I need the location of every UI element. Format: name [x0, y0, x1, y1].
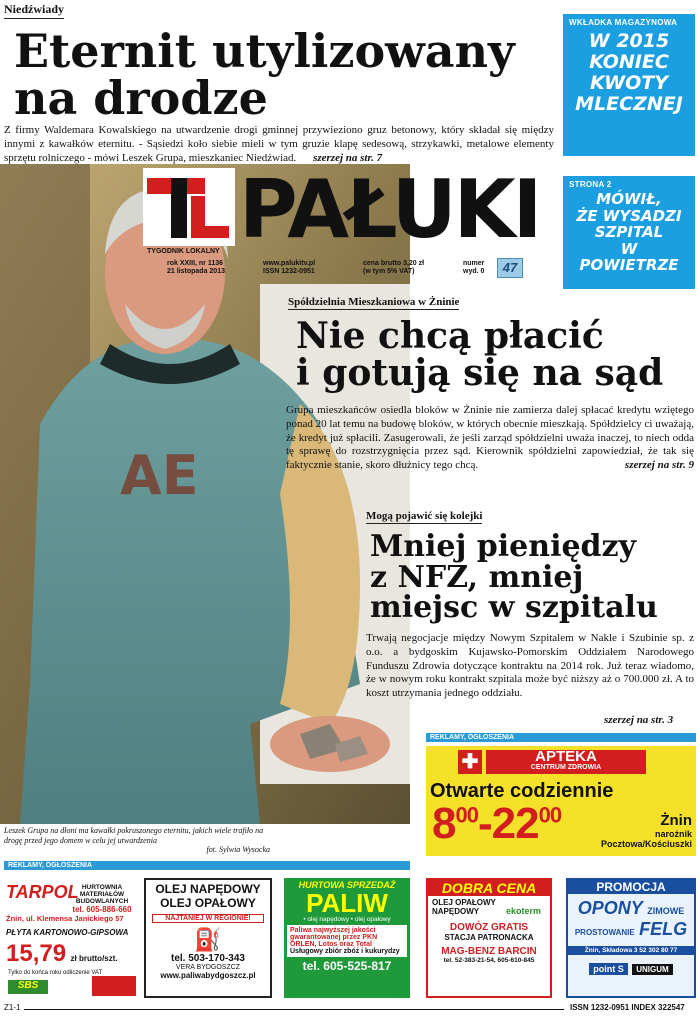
tarpol-desc — [66, 884, 138, 914]
price-info — [363, 260, 424, 276]
lead-text: Z firmy Waldemara Kowalskiego na utwardzenie drogi gminnej przywieziono gruz betonowy, który składał się między innymi z kawałków eternitu. - Sąsiedzi koło siebie mieli w tym gruzie klapę sedesową, strzykawki, metalowe elementy sprzętu rolniczego - mówi Leszek Grupa, mieszkaniec Niedźwiad. — [4, 124, 554, 164]
issue-badge — [497, 258, 523, 278]
issue-info — [167, 260, 225, 276]
ekoterm-logo: ekoterm — [506, 906, 542, 916]
promo-label: STRONA 2 — [569, 180, 612, 189]
tarpol-price-value: 15,79 — [6, 940, 67, 967]
olej-company: VERA BYDGOSZCZ — [175, 964, 241, 971]
promo-box-magazine[interactable] — [563, 14, 695, 156]
promo-line: KWOTY — [589, 71, 669, 94]
apteka-street: Pocztowa/Kościuszki — [600, 839, 692, 849]
tarpol-price-unit: zł brutto/szt. — [70, 954, 118, 963]
tarpol-brand: TARPOL — [6, 882, 79, 902]
dobra-title: DOBRA CENA — [428, 880, 550, 896]
paliwa-bullets — [287, 925, 407, 957]
tarpol-desc-line: BUDOWLANYCH — [75, 898, 129, 905]
paliwa-phone: tel. 605-525-817 — [302, 959, 392, 973]
dobra-cena-ad[interactable] — [426, 878, 552, 998]
promo-line: MLECZNEJ — [575, 92, 683, 115]
dobra-company: MAG-BENZ BARCIN — [441, 946, 537, 957]
edition: wyd. 0 — [463, 268, 485, 276]
apteka-corner: narożnik — [654, 829, 692, 839]
paliwa-ad[interactable] — [284, 878, 410, 998]
olej-ad[interactable] — [144, 878, 272, 998]
hours-from: 8 — [432, 799, 456, 848]
promo-line: W POWIETRZE — [579, 239, 679, 274]
masthead-tagline: TYGODNIK LOKALNY — [147, 248, 220, 255]
story2-lead — [286, 404, 694, 473]
masthead-logo-box — [143, 168, 235, 255]
opony-line1 — [568, 898, 694, 919]
headline-line: miejsc w szpitalu — [370, 590, 658, 626]
photo-caption — [4, 826, 270, 855]
dobra-product: NAPĘDOWY — [432, 907, 480, 916]
number-label: numer — [463, 260, 485, 267]
issue-badge-number: 47 — [502, 260, 518, 275]
website[interactable]: www.palukitv.pl — [263, 260, 316, 267]
sbs-logo: SBS — [8, 980, 48, 994]
paliwa-bullet: Usługowy zbiór zbóż i kukurydzy — [290, 948, 400, 955]
apteka-open: Otwarte codziennie — [430, 780, 614, 802]
points-logo: point S — [589, 963, 628, 975]
story3-lead — [366, 632, 694, 701]
headline-line: Mniej pieniędzy — [370, 529, 637, 564]
promo-line: W 2015 — [588, 30, 670, 52]
tarpol-desc-line: HURTOWNIA MATERIAŁÓW — [79, 884, 125, 898]
footer-code: Z1-1 — [4, 1003, 21, 1012]
svg-text:AE: AE — [120, 444, 199, 507]
story3-headline[interactable] — [370, 529, 700, 626]
tarpol-note: Tylko do końca roku odliczenie VAT — [8, 970, 103, 976]
number-info — [463, 260, 484, 276]
hours-to: 22 — [491, 799, 539, 848]
footer-issn: ISSN 1232-0951 INDEX 322547 — [570, 1003, 685, 1012]
headline-line: z NFZ, mniej — [370, 559, 584, 595]
headline-line: Eternit utylizowany — [14, 24, 515, 78]
paliwa-header: HURTOWA SPRZEDAŻ — [298, 880, 396, 890]
opony-line2 — [568, 919, 694, 940]
headline-line: i gotują się na sąd — [296, 351, 664, 394]
opony-brands — [568, 959, 694, 977]
headline-line: na drodze — [14, 70, 268, 125]
masthead-logo-icon — [147, 170, 231, 244]
pharmacy-cross-icon: ✚ — [458, 750, 482, 774]
logo-stem — [171, 178, 187, 238]
masthead — [143, 163, 555, 286]
dobra-phone: tel. 52-383-21-54, 605-610-845 — [443, 957, 535, 964]
opony-word: ZIMOWE — [647, 906, 685, 916]
vat: (w tym 5% VAT) — [363, 268, 415, 276]
photo-credit: fot. Sylwia Wysocka — [206, 845, 270, 855]
promo-box-page2[interactable] — [563, 176, 695, 289]
price: cena brutto 3,20 zł — [363, 260, 425, 267]
promo-line: ŻE WYSADZI — [576, 206, 682, 225]
dobra-station: STACJA PATRONACKA — [444, 933, 534, 942]
story3-continued[interactable]: szerzej na str. 3 — [604, 714, 674, 726]
opony-word: OPONY — [577, 898, 643, 918]
ad-section-label: REKLAMY, OGŁOSZENIA — [426, 733, 696, 742]
apteka-hours — [432, 799, 562, 848]
hours-from-min: 00 — [455, 802, 478, 828]
apteka-name: APTEKA — [535, 748, 597, 765]
opony-ad[interactable] — [566, 878, 696, 998]
issue-date: 21 listopada 2013 — [167, 268, 225, 276]
tarpol-address: Żnin, ul. Klemensa Janickiego 57 — [6, 914, 124, 923]
caption-text: Leszek Grupa na dłoni ma kawałki pokruszonego eternitu, jakich wiele trafiło na drogę przed jego domem w celu jej utwardzenia — [4, 826, 264, 845]
promo-line: MÓWIŁ, — [596, 190, 662, 208]
olej-phone: tel. 503-170-343 — [171, 953, 245, 964]
olej-line: OLEJ OPAŁOWY — [160, 896, 256, 910]
opony-header: PROMOCJA — [568, 880, 694, 894]
apteka-header — [461, 748, 646, 774]
continued-link[interactable]: szerzej na str. 7 — [313, 151, 383, 164]
dobra-delivery: DOWÓZ GRATIS — [449, 922, 529, 933]
issue-number: rok XXIII, nr 1136 — [167, 260, 224, 267]
plasterboard-image — [92, 976, 136, 996]
promo-label: WKŁADKA MAGAZYNOWA — [569, 18, 678, 27]
promo-line: SZPITAL — [594, 223, 664, 241]
opony-word: FELG — [639, 919, 688, 939]
opony-address — [568, 946, 694, 955]
top-story-lead — [4, 124, 554, 165]
paliwa-title: PALIW — [306, 888, 388, 918]
fuel-nozzle-icon: ⛽ — [194, 927, 222, 952]
promo-line: KONIEC — [589, 50, 669, 73]
masthead-title[interactable]: PAŁUKI — [239, 163, 540, 256]
lead-text: Grupa mieszkańców osiedla bloków w Żninie nie zamierza dalej spłacać kredytu wziętego ponad 20 lat temu na budowę bloków, w których obecnie mieszkają. Spółdzielcy ci uważają, że kredyt już spłacili. Zasugerowali, że jeśli zarząd spółdzielni uważa inaczej, to niech odda tę sprawę do rozstrzygnięcia przez sąd. Kierownik spółdzielni zapowiedział, że tak się faktycznie stanie, skoro dłużnicy tego chcą. — [286, 404, 694, 471]
web-info — [263, 260, 315, 276]
tarpol-ad[interactable] — [4, 878, 138, 998]
logo-l-foot — [191, 226, 229, 238]
hours-dash: - — [477, 799, 492, 848]
issn: ISSN 1232-0951 — [263, 268, 315, 276]
opony-phone: 52 302 80 77 — [639, 947, 678, 954]
opony-word: PROSTOWANIE — [574, 928, 635, 937]
promo-title — [569, 31, 689, 115]
top-story-headline[interactable] — [14, 24, 564, 125]
dobra-product: OLEJ OPAŁOWY — [432, 898, 496, 907]
olej-slogan: NAJTANIEJ W REGIONIE! — [152, 914, 264, 923]
lead-text: Trwają negocjacje między Nowym Szpitalem w Nakle i Szubinie sp. z o.o. a bydgoskim Kujawsko-Pomorskim Oddziałem Narodowego Funduszu Zdrowia dotyczące kontraktu na 2014 rok. Już teraz wiadomo, że w nowym roku kontrakt szpitala może być niższy aż o 700.000 zł. A to koszt utrzymania jednego oddziału. — [366, 632, 694, 699]
paliwa-sub: • olej napędowy • olej opałowy — [303, 916, 391, 923]
olej-line: OLEJ NAPĘDOWY — [155, 882, 261, 896]
story2-headline[interactable] — [296, 315, 696, 394]
tarpol-phone: tel. 605-886-660 — [72, 905, 132, 914]
paliwa-bullet: Paliwa najwyższej jakości gwarantowanej przez PKN ORLEN, Lotos oraz Total — [290, 927, 378, 948]
unigum-logo: UNIGUM — [632, 964, 672, 975]
headline-line: Nie chcą płacić — [296, 315, 604, 357]
tarpol-price — [6, 940, 118, 968]
apteka-town: Żnin — [660, 812, 692, 829]
opony-street: Żnin, Składowa 3 — [584, 947, 638, 954]
story3-kicker: Mogą pojawić się kolejki — [366, 510, 483, 522]
tarpol-product: PŁYTA KARTONOWO-GIPSOWA — [6, 928, 129, 937]
continued-link[interactable]: szerzej na str. 9 — [624, 459, 694, 471]
top-story-kicker: Niedźwiady — [4, 2, 64, 19]
apteka-ad[interactable] — [426, 746, 696, 856]
hours-to-min: 00 — [538, 802, 562, 828]
apteka-sub: CENTRUM ZDROWIA — [530, 764, 602, 771]
olej-website[interactable]: www.paliwabydgoszcz.pl — [160, 971, 256, 980]
ad-section-label: REKLAMY, OGŁOSZENIA — [4, 861, 410, 870]
apteka-location — [596, 812, 692, 849]
story2-kicker: Spółdzielnia Mieszkaniowa w Żninie — [288, 296, 460, 308]
promo-title — [569, 191, 689, 274]
footer-rule — [24, 1009, 564, 1010]
